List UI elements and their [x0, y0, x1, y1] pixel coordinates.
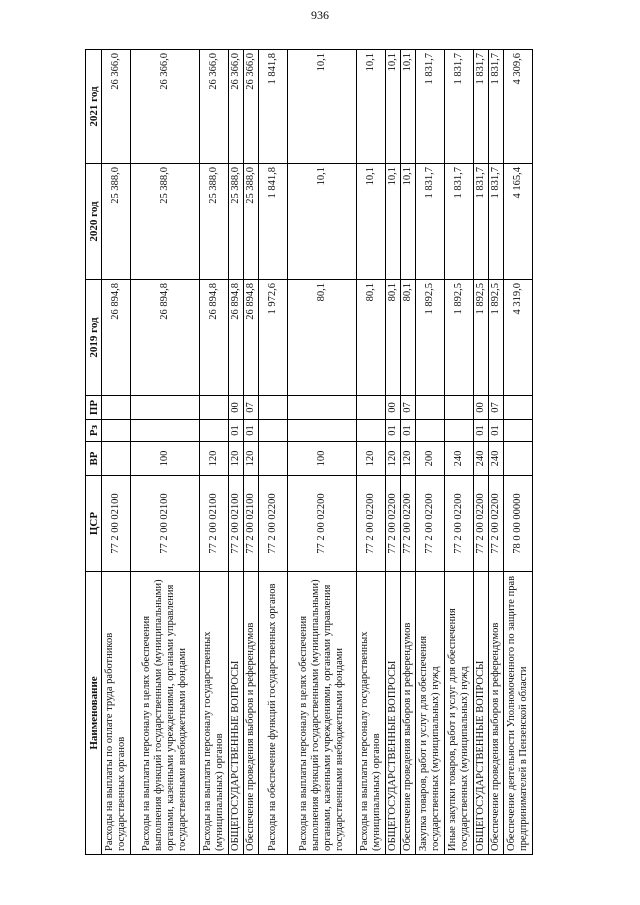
table-row	[131, 50, 200, 855]
table-row	[445, 50, 474, 855]
row-rz: 01	[229, 420, 244, 442]
row-csr: 77 2 00 02100	[229, 476, 244, 572]
row-value-2019: 1 892,5	[416, 280, 445, 396]
row-name: Расходы на выплаты персоналу в целях обеспечения выполнения функций государственными (муниципальными) органами, казенными учреждениями, органами управления государственными внебюджетными фондами	[288, 572, 357, 855]
budget-table	[85, 49, 533, 855]
row-csr: 77 2 00 02200	[474, 476, 489, 572]
row-vr: 240	[445, 442, 474, 476]
table-row	[386, 50, 401, 855]
row-value-2019: 4 319,0	[504, 280, 533, 396]
row-value-2021: 1 841,8	[259, 50, 288, 164]
row-vr: 120	[200, 442, 229, 476]
row-rz	[102, 420, 131, 442]
column-header: ПР	[86, 396, 102, 420]
row-value-2019: 1 892,5	[489, 280, 504, 396]
row-csr: 77 2 00 02100	[131, 476, 200, 572]
row-value-2020: 10,1	[386, 164, 401, 280]
row-rz: 01	[474, 420, 489, 442]
row-value-2021: 10,1	[357, 50, 386, 164]
row-rz	[288, 420, 357, 442]
row-rz: 01	[386, 420, 401, 442]
row-pr: 07	[244, 396, 259, 420]
column-header: 2019 год	[86, 280, 102, 396]
page-number: 936	[311, 8, 329, 22]
row-vr: 120	[357, 442, 386, 476]
row-rz: 01	[401, 420, 416, 442]
table-row	[416, 50, 445, 855]
row-vr	[102, 442, 131, 476]
row-value-2019: 80,1	[401, 280, 416, 396]
row-value-2019: 26 894,8	[102, 280, 131, 396]
row-value-2019: 1 892,5	[445, 280, 474, 396]
row-name: Иные закупки товаров, работ и услуг для обеспечения государственных (муниципальных) нужд	[445, 572, 474, 855]
column-header: ЦСР	[86, 476, 102, 572]
row-rz: 01	[489, 420, 504, 442]
row-name: Обеспечение проведения выборов и референдумов	[401, 572, 416, 855]
row-name: ОБЩЕГОСУДАРСТВЕННЫЕ ВОПРОСЫ	[229, 572, 244, 855]
table-row	[200, 50, 229, 855]
row-pr: 07	[489, 396, 504, 420]
column-header: ВР	[86, 442, 102, 476]
table-row	[489, 50, 504, 855]
row-vr: 120	[401, 442, 416, 476]
row-value-2021: 1 831,7	[445, 50, 474, 164]
row-pr	[445, 396, 474, 420]
row-value-2020: 4 165,4	[504, 164, 533, 280]
row-csr: 77 2 00 02200	[445, 476, 474, 572]
row-csr: 77 2 00 02200	[489, 476, 504, 572]
row-name: Расходы на выплаты персоналу государственных (муниципальных) органов	[200, 572, 229, 855]
column-header: Наименование	[86, 572, 102, 855]
row-value-2019: 80,1	[386, 280, 401, 396]
row-vr	[504, 442, 533, 476]
row-rz	[200, 420, 229, 442]
row-name: Расходы на выплаты персоналу государственных (муниципальных) органов	[357, 572, 386, 855]
row-name: ОБЩЕГОСУДАРСТВЕННЫЕ ВОПРОСЫ	[474, 572, 489, 855]
row-value-2020: 1 831,7	[445, 164, 474, 280]
row-vr: 120	[229, 442, 244, 476]
row-value-2020: 25 388,0	[229, 164, 244, 280]
row-pr	[102, 396, 131, 420]
row-value-2020: 25 388,0	[200, 164, 229, 280]
row-vr: 240	[489, 442, 504, 476]
row-value-2020: 10,1	[357, 164, 386, 280]
row-csr: 78 0 00 00000	[504, 476, 533, 572]
row-name: Обеспечение деятельности Уполномоченного по защите прав предпринимателей в Пензенской области	[504, 572, 533, 855]
row-vr: 120	[386, 442, 401, 476]
table-row	[401, 50, 416, 855]
row-csr: 77 2 00 02200	[416, 476, 445, 572]
row-vr: 200	[416, 442, 445, 476]
row-name: Обеспечение проведения выборов и референдумов	[244, 572, 259, 855]
row-value-2020: 10,1	[288, 164, 357, 280]
table-header-row	[86, 50, 102, 855]
row-pr: 00	[474, 396, 489, 420]
row-value-2020: 1 831,7	[489, 164, 504, 280]
row-rz: 01	[244, 420, 259, 442]
row-value-2019: 26 894,8	[200, 280, 229, 396]
row-rz	[357, 420, 386, 442]
row-value-2019: 1 972,6	[259, 280, 288, 396]
row-csr: 77 2 00 02100	[102, 476, 131, 572]
row-pr	[288, 396, 357, 420]
row-value-2020: 25 388,0	[131, 164, 200, 280]
row-value-2021: 10,1	[401, 50, 416, 164]
row-name: Закупка товаров, работ и услуг для обеспечения государственных (муниципальных) нужд	[416, 572, 445, 855]
table-row	[244, 50, 259, 855]
row-pr	[200, 396, 229, 420]
row-pr: 00	[229, 396, 244, 420]
row-vr: 100	[131, 442, 200, 476]
column-header: 2020 год	[86, 164, 102, 280]
table-body	[102, 50, 533, 855]
table-row	[474, 50, 489, 855]
row-value-2021: 4 309,6	[504, 50, 533, 164]
table-row	[229, 50, 244, 855]
table-row	[357, 50, 386, 855]
row-value-2019: 26 894,8	[244, 280, 259, 396]
row-csr: 77 2 00 02200	[401, 476, 416, 572]
row-value-2019: 80,1	[357, 280, 386, 396]
table-row	[504, 50, 533, 855]
row-pr	[504, 396, 533, 420]
row-value-2020: 1 841,8	[259, 164, 288, 280]
column-header: 2021 год	[86, 50, 102, 164]
table-row	[102, 50, 131, 855]
row-value-2019: 26 894,8	[131, 280, 200, 396]
row-value-2019: 26 894,8	[229, 280, 244, 396]
row-pr	[416, 396, 445, 420]
table-row	[259, 50, 288, 855]
row-value-2021: 26 366,0	[244, 50, 259, 164]
row-name: Обеспечение проведения выборов и референдумов	[489, 572, 504, 855]
row-value-2021: 10,1	[288, 50, 357, 164]
row-name: ОБЩЕГОСУДАРСТВЕННЫЕ ВОПРОСЫ	[386, 572, 401, 855]
row-value-2021: 26 366,0	[102, 50, 131, 164]
row-rz	[504, 420, 533, 442]
row-value-2021: 26 366,0	[131, 50, 200, 164]
rotated-table-container	[85, 50, 560, 855]
row-name: Расходы на обеспечение функций государственных органов	[259, 572, 288, 855]
row-rz	[131, 420, 200, 442]
row-value-2019: 80,1	[288, 280, 357, 396]
column-header: Рз	[86, 420, 102, 442]
row-rz	[416, 420, 445, 442]
row-name: Расходы на выплаты персоналу в целях обеспечения выполнения функций государственными (муниципальными) органами, казенными учреждениями, органами управления государственными внебюджетными фондами	[131, 572, 200, 855]
row-value-2020: 25 388,0	[102, 164, 131, 280]
row-csr: 77 2 00 02200	[259, 476, 288, 572]
row-csr: 77 2 00 02200	[357, 476, 386, 572]
row-value-2021: 10,1	[386, 50, 401, 164]
row-vr	[259, 442, 288, 476]
row-vr: 240	[474, 442, 489, 476]
row-value-2021: 26 366,0	[229, 50, 244, 164]
row-value-2020: 25 388,0	[244, 164, 259, 280]
row-pr	[259, 396, 288, 420]
row-pr	[357, 396, 386, 420]
table-row	[288, 50, 357, 855]
row-value-2019: 1 892,5	[474, 280, 489, 396]
row-csr: 77 2 00 02100	[244, 476, 259, 572]
row-csr: 77 2 00 02100	[200, 476, 229, 572]
row-rz	[445, 420, 474, 442]
row-csr: 77 2 00 02200	[288, 476, 357, 572]
row-value-2021: 26 366,0	[200, 50, 229, 164]
row-value-2021: 1 831,7	[489, 50, 504, 164]
row-csr: 77 2 00 02200	[386, 476, 401, 572]
row-value-2021: 1 831,7	[416, 50, 445, 164]
row-vr: 120	[244, 442, 259, 476]
row-rz	[259, 420, 288, 442]
row-vr: 100	[288, 442, 357, 476]
row-value-2020: 10,1	[401, 164, 416, 280]
row-value-2020: 1 831,7	[416, 164, 445, 280]
row-pr	[131, 396, 200, 420]
row-value-2020: 1 831,7	[474, 164, 489, 280]
row-pr: 00	[386, 396, 401, 420]
row-value-2021: 1 831,7	[474, 50, 489, 164]
row-name: Расходы на выплаты по оплате труда работников государственных органов	[102, 572, 131, 855]
row-pr: 07	[401, 396, 416, 420]
